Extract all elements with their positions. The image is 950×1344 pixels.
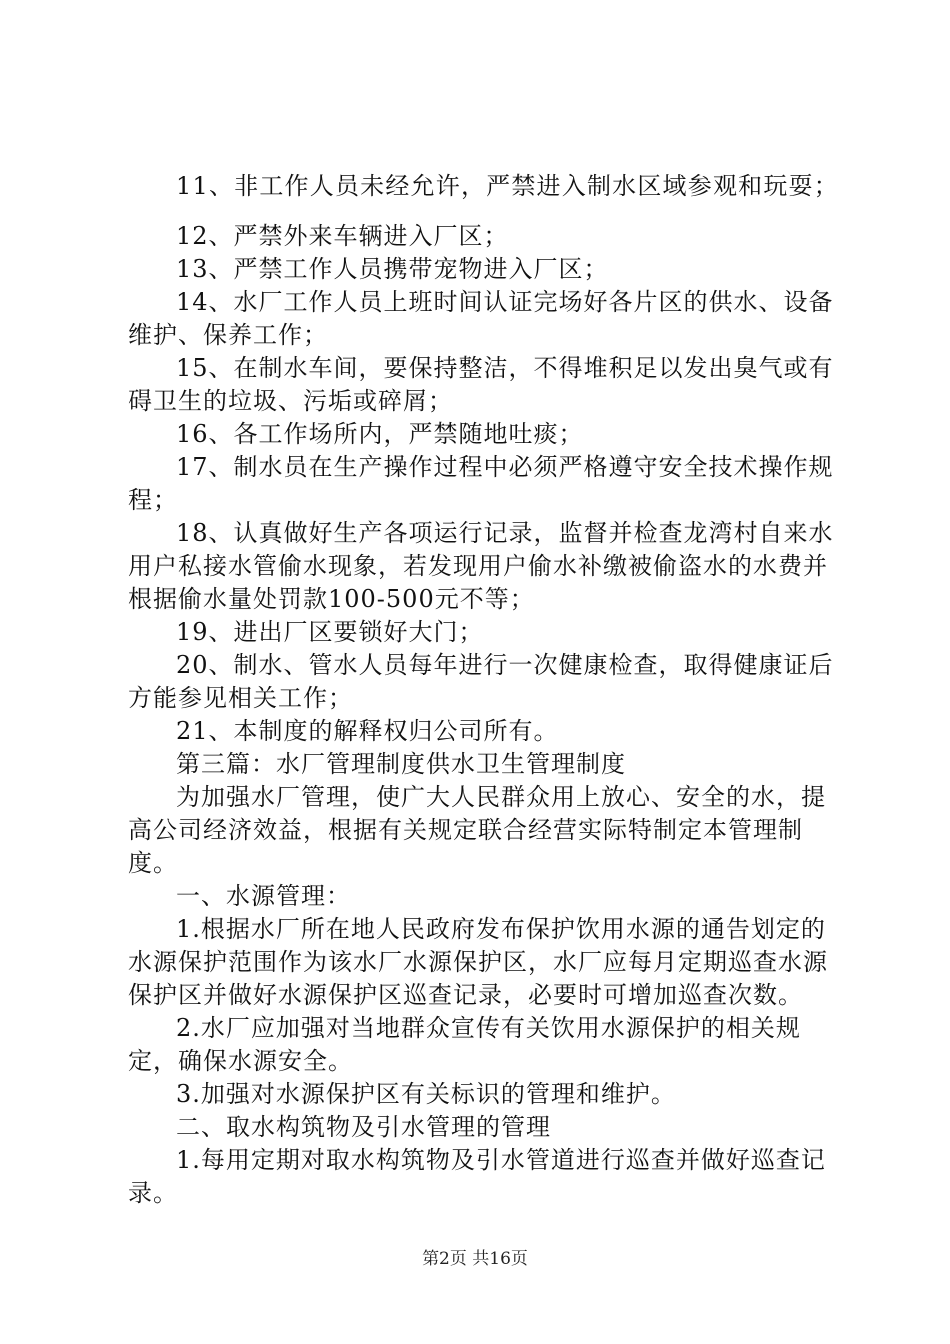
intro-paragraph: 为加强水厂管理，使广大人民群众用上放心、安全的水，提高公司经济效益，根据有关规定联合经营实际特制定本管理制度。 — [128, 783, 826, 877]
paragraph-rule-12: 12、严禁外来车辆进入厂区； — [176, 222, 509, 250]
paragraph-rule-11: 11、非工作人员未经允许，严禁进入制水区域参观和玩耍； — [176, 172, 839, 200]
paragraph-item-1: 1.根据水厂所在地人民政府发布保护饮用水源的通告划定的水源保护范围作为该水厂水源保护区，水厂应每月定期巡查水源保护区并做好水源保护区巡查记录，必要时可增加巡查次数。 — [128, 915, 828, 1009]
paragraph-rule-19: 19、进出厂区要锁好大门； — [176, 618, 484, 646]
paragraph-rule-18: 18、认真做好生产各项运行记录，监督并检查龙湾村自来水用户私接水管偷水现象，若发现用户偷水补缴被偷盗水的水费并根据偷水量处罚款100-500元不等； — [128, 519, 834, 613]
paragraph-rule-13: 13、严禁工作人员携带宠物进入厂区； — [176, 255, 609, 283]
page-number-footer: 第2页 共16页 — [422, 1249, 528, 1269]
paragraph-rule-14: 14、水厂工作人员上班时间认证完场好各片区的供水、设备维护、保养工作； — [128, 288, 834, 349]
paragraph-rule-16: 16、各工作场所内，严禁随地吐痰； — [176, 420, 584, 448]
paragraph-item-3: 3.加强对水源保护区有关标识的管理和维护。 — [176, 1080, 676, 1108]
paragraph-rule-21: 21、本制度的解释权归公司所有。 — [176, 717, 559, 745]
paragraph-rule-20: 20、制水、管水人员每年进行一次健康检查，取得健康证后方能参见相关工作； — [128, 651, 834, 712]
paragraph-item-2: 2.水厂应加强对当地群众宣传有关饮用水源保护的相关规定，确保水源安全。 — [128, 1014, 801, 1075]
paragraph-intake-item-1: 1.每用定期对取水构筑物及引水管道进行巡查并做好巡查记录。 — [128, 1146, 826, 1207]
subsection-heading-intake: 二、取水构筑物及引水管理的管理 — [176, 1113, 551, 1141]
document-body — [128, 170, 838, 1210]
section-heading: 第三篇：水厂管理制度供水卫生管理制度 — [176, 750, 626, 778]
subsection-heading-water-source: 一、水源管理： — [176, 882, 351, 910]
paragraph-rule-17: 17、制水员在生产操作过程中必须严格遵守安全技术操作规程； — [128, 453, 834, 514]
paragraph-rule-15: 15、在制水车间，要保持整洁，不得堆积足以发出臭气或有碍卫生的垃圾、污垢或碎屑； — [128, 354, 834, 415]
